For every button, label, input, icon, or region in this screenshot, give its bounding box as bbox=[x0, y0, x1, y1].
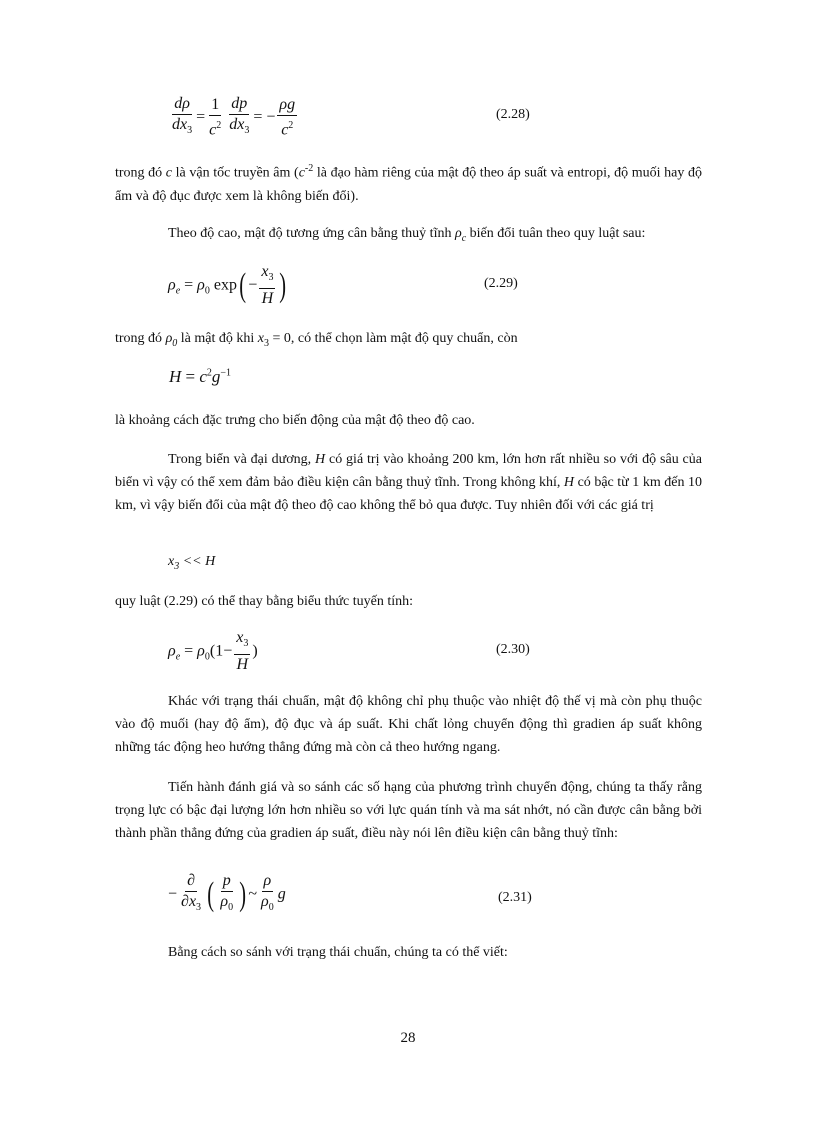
fraction: $\frac{d\rho}{dx_3}$ bbox=[172, 95, 193, 137]
page-number: 28 bbox=[400, 1030, 416, 1046]
paragraph: Theo độ cao, mật độ tương ứng cân bằng thuỷ tĩnh $\rho_c$ biến đổi tuân theo quy luật sau: bbox=[168, 226, 646, 244]
fraction: $\frac{\rho}{\rho_0}$ bbox=[261, 872, 274, 914]
equation-H: $H = c^2g^{-1}$ bbox=[169, 367, 232, 386]
equation-2-31: − $\frac{\partial}{\partial x_3}$ ( $\frac{p}{\rho_0}$ ) ~ $\frac{\rho}{\rho_0}$ g bbox=[168, 872, 286, 917]
fraction: $\frac{\partial}{\partial x_3}$ bbox=[181, 872, 202, 914]
fraction: $\frac{x_3}{H}$ bbox=[236, 629, 249, 674]
paragraph: Tiến hành đánh giá và so sánh các số hạng của phương trình chuyển động, chúng ta thấy rằng trọng lực có bậc đại lượng lớn hơn nhiều so với lực quán tính và ma sát nhớt, nó cần được cân bằng bởi thành phần thẳng đứng của gradien áp suất, điều này nói lên điều kiện cân bằng thuỷ tĩnh: bbox=[115, 780, 702, 841]
condition: $x_3 << H$ bbox=[168, 554, 216, 572]
equation-number: (2.28) bbox=[496, 107, 530, 122]
paragraph: là khoảng cách đặc trưng cho biến động của mật độ theo độ cao. bbox=[115, 413, 475, 428]
equation-2-29: $\rho_e = \rho_0$ exp( − $\frac{x_3}{H}$ ) bbox=[168, 263, 287, 308]
equation-2-30: $\rho_e = \rho_0(1-$ $\frac{x_3}{H}$ ) bbox=[168, 629, 258, 674]
paragraph: quy luật (2.29) có thể thay bằng biểu thức tuyến tính: bbox=[115, 594, 414, 609]
equation-2-28: $\frac{d\rho}{dx_3}$ = $\frac{1}{c^2}$ $\frac{dp}{dx_3}$ = − $\frac{\rho g}{c^2}$ bbox=[172, 95, 296, 139]
fraction: $\frac{p}{\rho_0}$ bbox=[220, 872, 234, 914]
equation-number: (2.31) bbox=[498, 890, 532, 905]
paragraph: Bằng cách so sánh với trạng thái chuẩn, chúng ta có thể viết: bbox=[168, 945, 508, 960]
fraction: $\frac{1}{c^2}$ bbox=[209, 95, 222, 139]
fraction: $\frac{x_3}{H}$ bbox=[261, 263, 274, 308]
fraction: $\frac{\rho g}{c^2}$ bbox=[279, 95, 296, 139]
paragraph: trong đó $\rho_0$ là mật độ khi $x_3 = 0$, có thể chọn làm mật độ quy chuẩn, còn bbox=[115, 331, 518, 349]
equation-number: (2.30) bbox=[496, 642, 530, 657]
paragraph: Khác với trạng thái chuẩn, mật độ không chỉ phụ thuộc vào nhiệt độ thế vị mà còn phụ thuộc vào độ muối (hay độ ẩm), độ đục và áp suất. Khi chất lỏng chuyển động thì gradien áp suất không những tác động heo hướng thẳng đứng mà còn cả theo hướng ngang. bbox=[115, 694, 702, 755]
equation-number: (2.29) bbox=[484, 276, 518, 291]
fraction: $\frac{dp}{dx_3}$ bbox=[229, 95, 250, 137]
paragraph: Trong biển và đại dương, H có giá trị vào khoảng 200 km, lớn hơn rất nhiều so với độ sâu của biển vì vậy có thể xem đảm bảo điều kiện cân bằng thuỷ tĩnh. Trong không khí, H có bậc từ 1 km đến 10 km, vì vậy biến đổi của mật độ theo độ cao không thể bỏ qua được. Tuy nhiên đối với các giá trị bbox=[115, 452, 702, 513]
paragraph: trong đó c là vận tốc truyền âm ($c^{-2}$ là đạo hàm riêng của mật độ theo áp suất và entropi, độ muối hay độ ẩm và độ đục được xem là không biến đổi). bbox=[115, 163, 702, 204]
